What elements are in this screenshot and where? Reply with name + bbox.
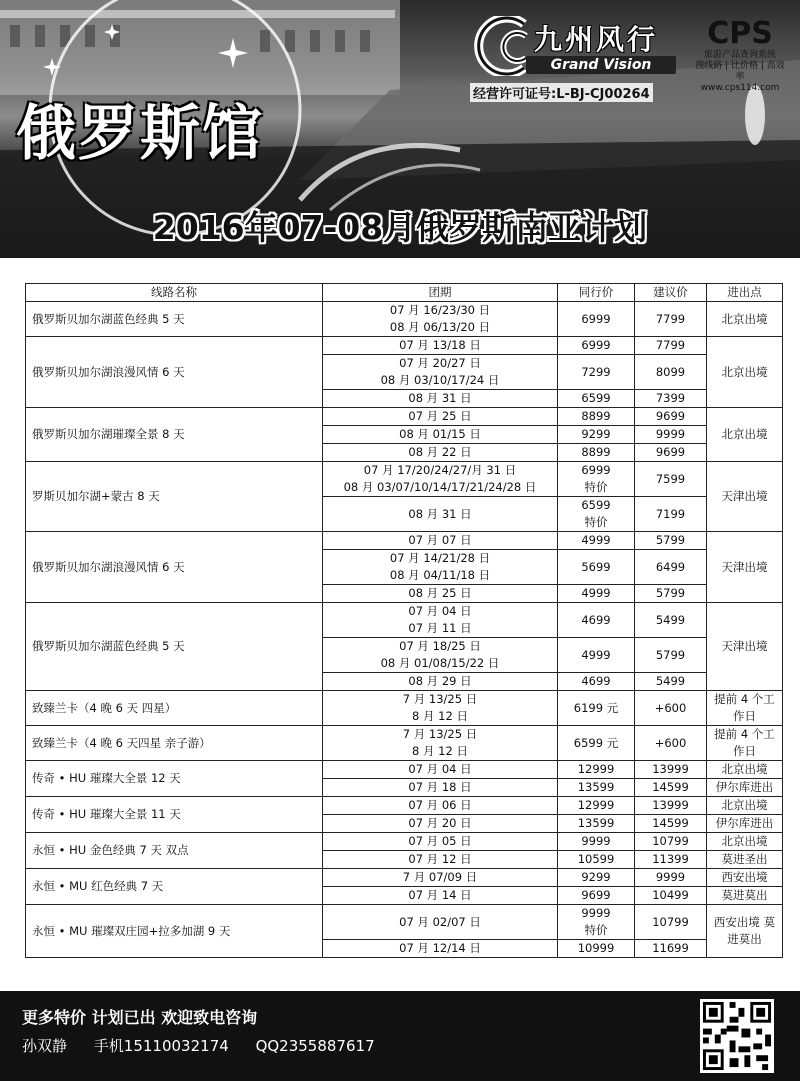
table-row — [26, 337, 783, 355]
table-row — [26, 905, 783, 940]
dates-cell — [323, 550, 558, 585]
table-row — [26, 761, 783, 779]
cell-line: 特价 — [584, 480, 608, 494]
cell-line: 6199 元 — [573, 700, 619, 715]
cell-line: 6599 元 — [573, 735, 619, 750]
cell-line: 10599 — [577, 852, 615, 866]
gateway-cell: 西安出境 — [707, 869, 783, 887]
cell-line: 07 月 11 日 — [408, 621, 472, 635]
peer-price-cell — [558, 726, 635, 761]
cell-line: 07 月 16/23/30 日 — [389, 303, 491, 317]
table-row — [26, 408, 783, 426]
suggested-price-cell: 5799 — [635, 585, 707, 603]
suggested-price-cell: 11399 — [635, 851, 707, 869]
cell-line: 4999 — [581, 647, 611, 662]
suggested-price-cell: 10499 — [635, 887, 707, 905]
cell-line: 6999 — [581, 338, 611, 352]
peer-price-cell — [558, 905, 635, 940]
contact-qq: QQ2355887617 — [255, 1037, 375, 1055]
cell-line: 13599 — [577, 780, 615, 794]
route-name-cell: 俄罗斯贝加尔湖璀璨全景 8 天 — [26, 408, 323, 462]
peer-price-cell — [558, 691, 635, 726]
gateway-cell: 北京出境 — [707, 302, 783, 337]
cell-line: 6599 — [581, 498, 611, 512]
table-body — [26, 302, 783, 958]
contact-name: 孙双静 — [22, 1037, 68, 1055]
peer-price-cell — [558, 887, 635, 905]
cell-line: 08 月 22 日 — [408, 445, 472, 459]
page-title: 俄罗斯馆 — [16, 99, 264, 169]
dates-cell — [323, 585, 558, 603]
suggested-price-cell: 9999 — [635, 426, 707, 444]
cell-line: 8899 — [581, 409, 611, 423]
cell-line: 07 月 12 日 — [408, 852, 472, 866]
dates-cell — [323, 869, 558, 887]
route-name-cell: 传奇 • HU 璀璨大全景 11 天 — [26, 797, 323, 833]
suggested-price-cell: 9699 — [635, 408, 707, 426]
cell-line: 07 月 02/07 日 — [399, 914, 481, 929]
suggested-price-cell: 11699 — [635, 940, 707, 958]
suggested-price-cell: 5499 — [635, 673, 707, 691]
cps-slogan: 搜线路 | 比价格 | 高效率 — [695, 61, 785, 82]
peer-price-cell — [558, 390, 635, 408]
gateway-cell: 北京出境 — [707, 337, 783, 408]
gateway-cell: 天津出境 — [707, 532, 783, 603]
peer-price-cell — [558, 638, 635, 673]
header-banner — [0, 0, 800, 258]
table-row — [26, 462, 783, 497]
dates-cell — [323, 905, 558, 940]
cell-line: 07 月 14/21/28 日 — [389, 551, 491, 565]
peer-price-cell — [558, 761, 635, 779]
peer-price-cell — [558, 673, 635, 691]
gateway-cell: 西安出境 莫进莫出 — [707, 905, 783, 958]
peer-price-cell — [558, 585, 635, 603]
qr-code-icon — [700, 999, 774, 1073]
route-name-cell: 罗斯贝加尔湖+蒙古 8 天 — [26, 462, 323, 532]
peer-price-cell — [558, 426, 635, 444]
peer-price-cell — [558, 779, 635, 797]
schedule-table-container — [25, 283, 782, 958]
table-header-row — [26, 284, 783, 302]
cell-line: 8899 — [581, 445, 611, 459]
cell-line: 07 月 13/18 日 — [399, 338, 481, 352]
dates-cell — [323, 940, 558, 958]
contact-phone: 手机15110032174 — [93, 1037, 229, 1055]
license-number: 经营许可证号:L-BJ-CJ00264 — [470, 83, 653, 102]
suggested-price-cell: 7399 — [635, 390, 707, 408]
gateway-cell: 莫进圣出 — [707, 851, 783, 869]
suggested-price-cell: 14599 — [635, 779, 707, 797]
brand-name-cn: 九州风行 — [534, 23, 659, 56]
cell-line: 13599 — [577, 816, 615, 830]
gateway-cell: 北京出境 — [707, 797, 783, 815]
cell-line: 特价 — [584, 515, 608, 529]
cell-line: 07 月 06 日 — [408, 798, 472, 812]
dates-cell — [323, 355, 558, 390]
cell-line: 07 月 14 日 — [408, 888, 472, 902]
peer-price-cell — [558, 302, 635, 337]
dates-cell — [323, 673, 558, 691]
dates-cell — [323, 426, 558, 444]
peer-price-cell — [558, 851, 635, 869]
peer-price-cell — [558, 797, 635, 815]
cell-line: 9999 — [581, 906, 611, 920]
cell-line: 9299 — [581, 870, 611, 884]
route-name-cell: 永恒 • HU 金色经典 7 天 双点 — [26, 833, 323, 869]
table-row — [26, 797, 783, 815]
gateway-cell: 天津出境 — [707, 603, 783, 691]
cell-line: 特价 — [584, 923, 608, 937]
route-name-cell: 俄罗斯贝加尔湖蓝色经典 5 天 — [26, 302, 323, 337]
cell-line: 07 月 04 日 — [408, 604, 472, 618]
cell-line: 08 月 29 日 — [408, 674, 472, 688]
suggested-price-cell: 5799 — [635, 638, 707, 673]
cell-line: 07 月 18/25 日 — [399, 639, 481, 653]
dates-cell — [323, 691, 558, 726]
table-row — [26, 726, 783, 761]
table-row — [26, 869, 783, 887]
cell-line: 4699 — [581, 612, 611, 627]
plan-subtitle: 2016年07-08月俄罗斯南亚计划 — [152, 208, 648, 247]
cell-line: 07 月 12/14 日 — [399, 941, 481, 955]
dates-cell — [323, 833, 558, 851]
cell-line: 6999 — [581, 311, 611, 326]
gateway-cell: 莫进莫出 — [707, 887, 783, 905]
suggested-price-cell: 7199 — [635, 497, 707, 532]
cell-line: 6999 — [581, 463, 611, 477]
peer-price-cell — [558, 532, 635, 550]
promo-line: 更多特价 计划已出 欢迎致电咨询 — [22, 1008, 258, 1027]
gateway-cell: 北京出境 — [707, 761, 783, 779]
cell-line: 08 月 25 日 — [408, 586, 472, 600]
cell-line: 7 月 07/09 日 — [402, 870, 478, 884]
dates-cell — [323, 797, 558, 815]
cell-line: 08 月 03/10/17/24 日 — [380, 373, 500, 387]
dates-cell — [323, 532, 558, 550]
dates-cell — [323, 390, 558, 408]
dates-cell — [323, 726, 558, 761]
brand-logo — [466, 16, 676, 78]
dates-cell — [323, 462, 558, 497]
gateway-cell: 北京出境 — [707, 833, 783, 851]
peer-price-cell — [558, 337, 635, 355]
cell-line: 08 月 31 日 — [408, 506, 472, 521]
dates-cell — [323, 337, 558, 355]
header-route: 线路名称 — [26, 284, 323, 302]
peer-price-cell — [558, 833, 635, 851]
cell-line: 8 月 12 日 — [412, 709, 468, 723]
suggested-price-cell: 8099 — [635, 355, 707, 390]
suggested-price-cell: 5499 — [635, 603, 707, 638]
cell-line: 08 月 04/11/18 日 — [389, 568, 491, 582]
cell-line: 7 月 13/25 日 — [402, 692, 478, 706]
cell-line: 07 月 20 日 — [408, 816, 472, 830]
cell-line: 8 月 12 日 — [412, 744, 468, 758]
cell-line: 9999 — [581, 834, 611, 848]
suggested-price-cell: +600 — [635, 691, 707, 726]
cell-line: 07 月 05 日 — [408, 834, 472, 848]
table-row — [26, 603, 783, 638]
table-row — [26, 532, 783, 550]
route-name-cell: 致臻兰卡（4 晚 6 天 四星） — [26, 691, 323, 726]
cps-tagline: 旅游产品查询系统 — [703, 50, 776, 60]
dates-cell — [323, 603, 558, 638]
suggested-price-cell: 10799 — [635, 905, 707, 940]
header-suggested-price: 建议价 — [635, 284, 707, 302]
suggested-price-cell: 7799 — [635, 337, 707, 355]
cell-line: 08 月 03/07/10/14/17/21/24/28 日 — [343, 480, 537, 494]
dates-cell — [323, 887, 558, 905]
suggested-price-cell: 5799 — [635, 532, 707, 550]
suggested-price-cell: 7799 — [635, 302, 707, 337]
gateway-cell: 天津出境 — [707, 462, 783, 532]
cell-line: 4999 — [581, 533, 611, 547]
cell-line: 9299 — [581, 427, 611, 441]
gateway-cell: 伊尔库进出 — [707, 779, 783, 797]
route-name-cell: 俄罗斯贝加尔湖浪漫风情 6 天 — [26, 337, 323, 408]
cell-line: 12999 — [577, 798, 615, 812]
dates-cell — [323, 761, 558, 779]
cell-line: 4699 — [581, 674, 611, 688]
cell-line: 07 月 07 日 — [408, 533, 472, 547]
contact-footer — [0, 991, 800, 1081]
cell-line: 9699 — [581, 888, 611, 902]
cps-logo — [692, 18, 788, 94]
peer-price-cell — [558, 869, 635, 887]
peer-price-cell — [558, 550, 635, 585]
dates-cell — [323, 444, 558, 462]
cps-logo-text: CPS — [707, 16, 773, 51]
cell-line: 08 月 31 日 — [408, 391, 472, 405]
cps-url: www.cps114.com — [700, 83, 780, 93]
cell-line: 07 月 17/20/24/27/月 31 日 — [363, 463, 517, 477]
dates-cell — [323, 638, 558, 673]
suggested-price-cell: +600 — [635, 726, 707, 761]
peer-price-cell — [558, 603, 635, 638]
table-row — [26, 302, 783, 337]
cell-line: 07 月 04 日 — [408, 762, 472, 776]
header-dates: 团期 — [323, 284, 558, 302]
brand-name-en: Grand Vision — [526, 56, 676, 74]
route-name-cell: 永恒 • MU 红色经典 7 天 — [26, 869, 323, 905]
contact-line — [22, 1035, 397, 1056]
route-name-cell: 俄罗斯贝加尔湖蓝色经典 5 天 — [26, 603, 323, 691]
cell-line: 08 月 06/13/20 日 — [389, 320, 491, 334]
suggested-price-cell: 9999 — [635, 869, 707, 887]
peer-price-cell — [558, 462, 635, 497]
header-peer-price: 同行价 — [558, 284, 635, 302]
gateway-cell: 提前 4 个工作日 — [707, 726, 783, 761]
dates-cell — [323, 815, 558, 833]
cell-line: 08 月 01/15 日 — [399, 427, 481, 441]
route-name-cell: 永恒 • MU 璀璨双庄园+拉多加湖 9 天 — [26, 905, 323, 958]
header-gateway: 进出点 — [707, 284, 783, 302]
route-name-cell: 传奇 • HU 璀璨大全景 12 天 — [26, 761, 323, 797]
table-row — [26, 691, 783, 726]
gateway-cell: 伊尔库进出 — [707, 815, 783, 833]
suggested-price-cell: 14599 — [635, 815, 707, 833]
suggested-price-cell: 13999 — [635, 797, 707, 815]
dates-cell — [323, 408, 558, 426]
cell-line: 4999 — [581, 586, 611, 600]
route-name-cell: 俄罗斯贝加尔湖浪漫风情 6 天 — [26, 532, 323, 603]
cell-line: 5699 — [581, 559, 611, 574]
peer-price-cell — [558, 408, 635, 426]
peer-price-cell — [558, 355, 635, 390]
cell-line: 07 月 20/27 日 — [399, 356, 481, 370]
peer-price-cell — [558, 940, 635, 958]
suggested-price-cell: 13999 — [635, 761, 707, 779]
gateway-cell: 提前 4 个工作日 — [707, 691, 783, 726]
peer-price-cell — [558, 444, 635, 462]
cell-line: 12999 — [577, 762, 615, 776]
gateway-cell: 北京出境 — [707, 408, 783, 462]
cell-line: 07 月 18 日 — [408, 780, 472, 794]
schedule-table — [25, 283, 783, 958]
dates-cell — [323, 779, 558, 797]
table-row — [26, 833, 783, 851]
peer-price-cell — [558, 815, 635, 833]
route-name-cell: 致臻兰卡（4 晚 6 天四星 亲子游） — [26, 726, 323, 761]
suggested-price-cell: 6499 — [635, 550, 707, 585]
dates-cell — [323, 851, 558, 869]
cell-line: 10999 — [577, 941, 615, 955]
suggested-price-cell: 10799 — [635, 833, 707, 851]
cell-line: 7 月 13/25 日 — [402, 727, 478, 741]
peer-price-cell — [558, 497, 635, 532]
dates-cell — [323, 302, 558, 337]
dates-cell — [323, 497, 558, 532]
cell-line: 08 月 01/08/15/22 日 — [380, 656, 500, 670]
cell-line: 07 月 25 日 — [408, 409, 472, 423]
cell-line: 7299 — [581, 364, 611, 379]
suggested-price-cell: 7599 — [635, 462, 707, 497]
suggested-price-cell: 9699 — [635, 444, 707, 462]
cell-line: 6599 — [581, 391, 611, 405]
